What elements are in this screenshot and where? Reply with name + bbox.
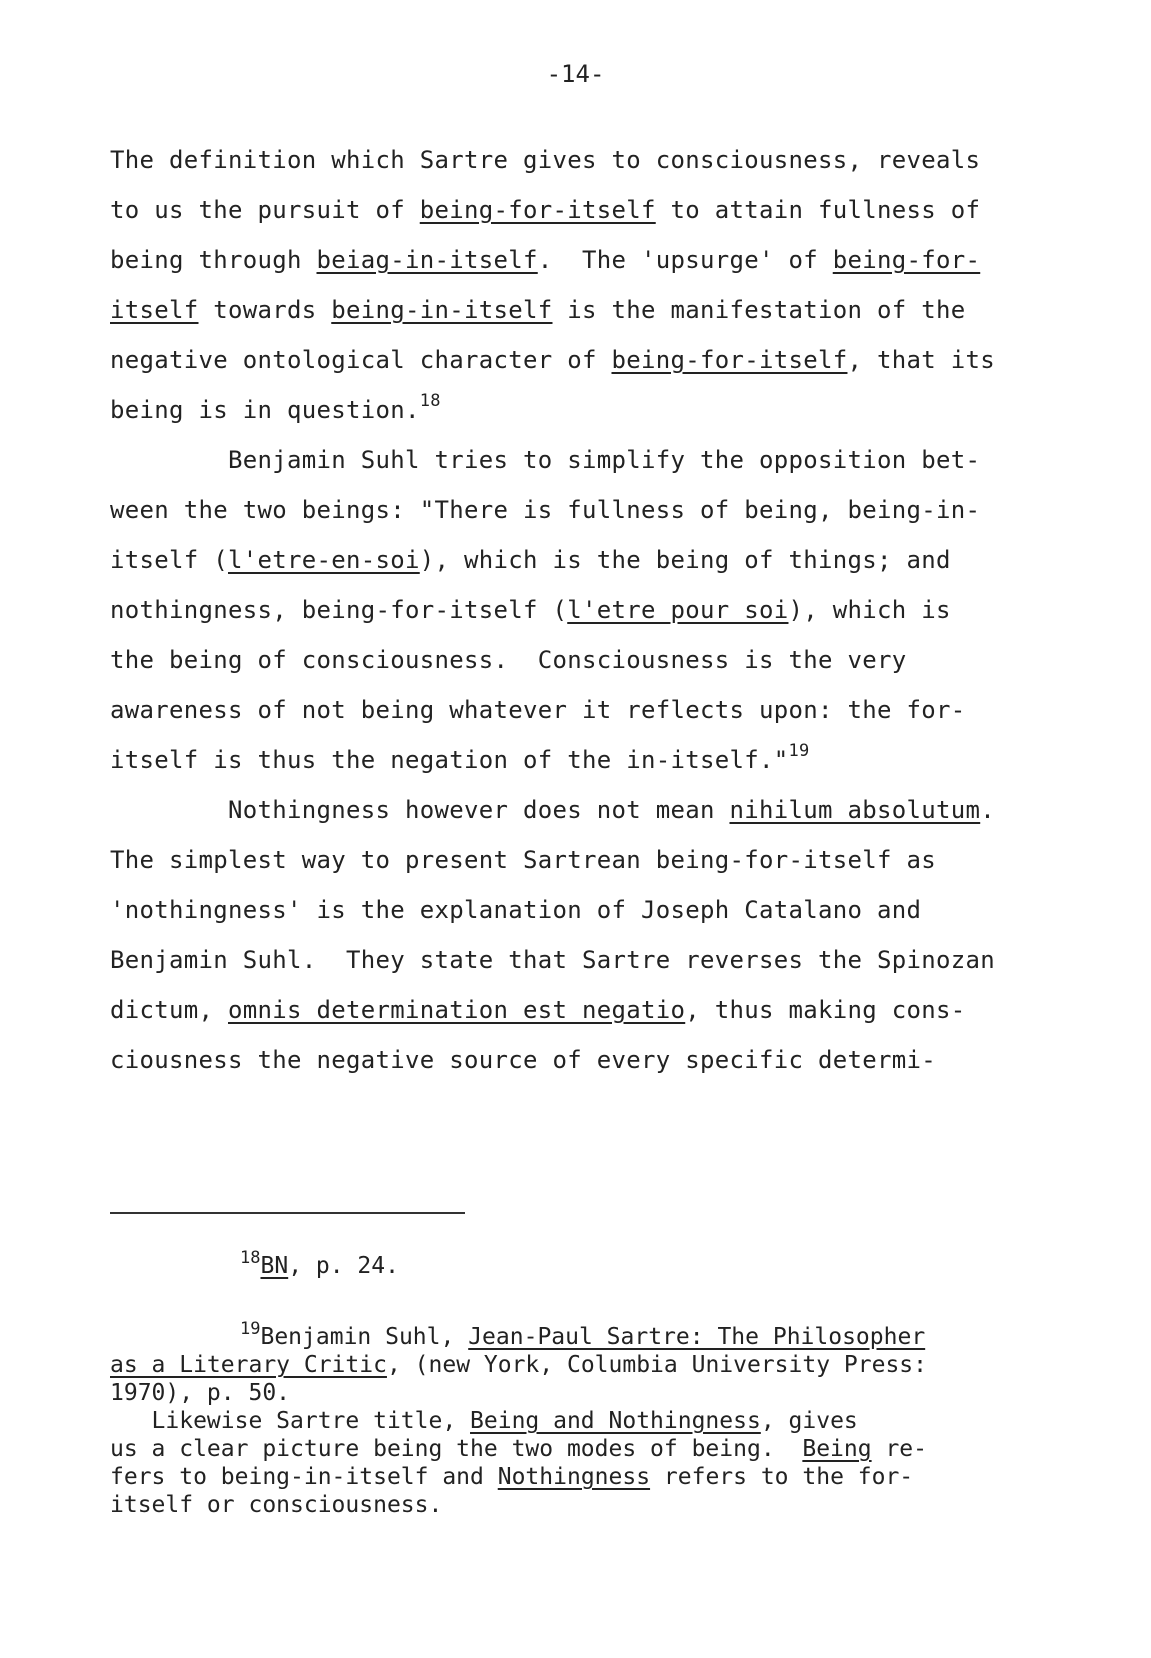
underlined-term: being-for- — [832, 246, 981, 274]
text-line: awareness of not being whatever it reflects upon: the for- — [110, 696, 966, 724]
footnote-ref: 18 — [419, 391, 441, 411]
underlined-term: beiag-in-itself — [316, 246, 538, 274]
underlined-term: l'etre pour soi — [567, 596, 789, 624]
text-line: Nothingness however does not mean nihilum absolutum. — [110, 796, 995, 824]
text-line: being through beiag-in-itself. The 'upsurge' of being-for- — [110, 246, 981, 274]
text-line: The definition which Sartre gives to consciousness, reveals — [110, 146, 981, 174]
text-line: being is in question.$^{18}$ — [110, 391, 441, 424]
text-line: negative ontological character of being-for-itself, that its — [110, 346, 995, 374]
text-line: 'nothingness' is the explanation of Joseph Catalano and — [110, 896, 922, 924]
underlined-term: l'etre-en-soi — [228, 546, 420, 574]
footnote-line: 1970), p. 50. — [110, 1380, 291, 1406]
footnote-19: $^{19}$Benjamin Suhl, Jean-Paul Sartre: The Philosopher — [240, 1319, 926, 1350]
underlined-term: nihilum absolutum — [729, 796, 981, 824]
underlined-term: being-in-itself — [331, 296, 553, 324]
text-line: the being of consciousness. Consciousness is the very — [110, 646, 907, 674]
footnote-ref: 19 — [788, 741, 810, 761]
text-line: itself (l'etre-en-soi), which is the being of things; and — [110, 546, 951, 574]
footnote-line: itself or consciousness. — [110, 1492, 443, 1518]
text-line: itself towards being-in-itself is the manifestation of the — [110, 296, 966, 324]
text-line: to us the pursuit of being-for-itself to attain fullness of — [110, 196, 981, 224]
text-line: The simplest way to present Sartrean being-for-itself as — [110, 846, 936, 874]
footnote-18: $^{18}$BN, p. 24. — [240, 1248, 399, 1279]
page-number: -14- — [546, 60, 605, 88]
text-line: itself is thus the negation of the in-itself."$^{19}$ — [110, 741, 810, 774]
footnote-line: Likewise Sartre title, Being and Nothingness, gives — [110, 1408, 858, 1434]
text-line: ciousness the negative source of every specific determi- — [110, 1046, 936, 1074]
underlined-term: being-for-itself — [611, 346, 848, 374]
footnote-line: as a Literary Critic, (new York, Columbia University Press: — [110, 1352, 927, 1378]
underlined-term: omnis determination est negatio — [228, 996, 686, 1024]
footnote-line: us a clear picture being the two modes of being. Being re- — [110, 1436, 927, 1462]
text-line: Benjamin Suhl tries to simplify the opposition bet- — [110, 446, 981, 474]
text-line: ween the two beings: "There is fullness of being, being-in- — [110, 496, 981, 524]
text-line: nothingness, being-for-itself (l'etre pour soi), which is — [110, 596, 951, 624]
text-line: Benjamin Suhl. They state that Sartre reverses the Spinozan — [110, 946, 995, 974]
footnote-separator — [110, 1212, 465, 1214]
underlined-term: itself — [110, 296, 199, 324]
footnote-line: fers to being-in-itself and Nothingness refers to the for- — [110, 1464, 914, 1490]
text-line: dictum, omnis determination est negatio, thus making cons- — [110, 996, 966, 1024]
underlined-term: being-for-itself — [419, 196, 656, 224]
